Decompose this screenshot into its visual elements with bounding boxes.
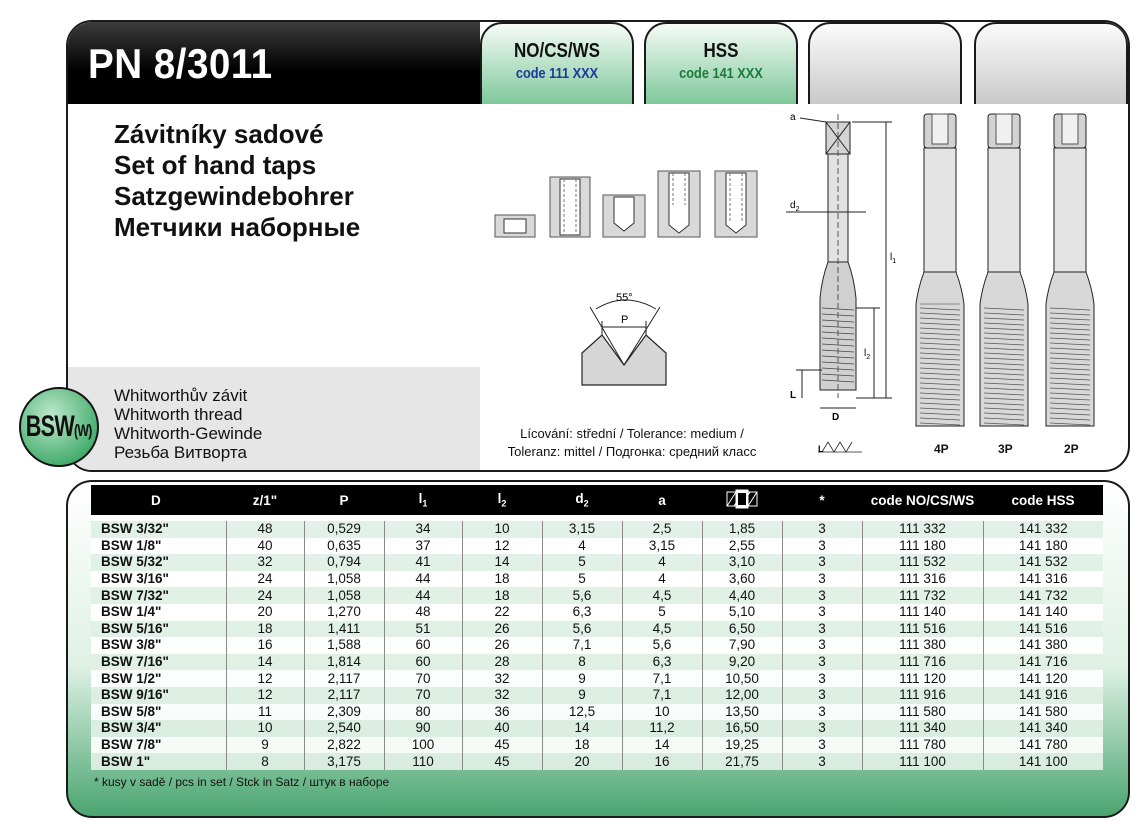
thread-name-en: Whitworth thread — [114, 405, 243, 424]
table-cell: 5 — [622, 604, 702, 621]
table-cell: 24 — [226, 587, 304, 604]
table-cell: 4,40 — [702, 587, 782, 604]
table-cell: 7,90 — [702, 637, 782, 654]
table-cell: BSW 7/16" — [91, 654, 226, 671]
table-cell: BSW 9/16" — [91, 687, 226, 704]
table-cell: 141 916 — [983, 687, 1103, 704]
table-cell: 3 — [782, 571, 862, 588]
table-row — [91, 720, 1103, 737]
table-cell: 18 — [462, 587, 542, 604]
hole-icon-3 — [603, 195, 645, 237]
col-header-code-hss: code HSS — [983, 485, 1103, 515]
table-cell: 2,55 — [702, 538, 782, 555]
tolerance-line-2: Toleranz: mittel / Подгонка: средний класс — [507, 444, 757, 459]
table-cell: 9 — [226, 737, 304, 754]
table-cell: 111 380 — [862, 637, 983, 654]
table-cell: 10,50 — [702, 670, 782, 687]
table-cell: 7,1 — [622, 670, 702, 687]
tab-empty-1 — [808, 22, 962, 104]
dim-label-L: L — [790, 390, 797, 401]
table-cell: 111 180 — [862, 538, 983, 555]
tolerance-note — [482, 425, 782, 461]
table-cell: 141 332 — [983, 521, 1103, 538]
tab-hss[interactable] — [644, 22, 798, 104]
table-cell: 111 916 — [862, 687, 983, 704]
table-cell: BSW 1" — [91, 753, 226, 770]
table-cell: 5,10 — [702, 604, 782, 621]
col-header-pcs: * — [782, 485, 862, 515]
table-cell: 111 580 — [862, 704, 983, 721]
table-row — [91, 571, 1103, 588]
thread-angle-label: 55° — [616, 292, 633, 304]
table-cell: 14 — [462, 554, 542, 571]
tap-dimension-drawing — [782, 108, 902, 463]
dim-label-D: D — [832, 412, 840, 423]
table-cell: 111 532 — [862, 554, 983, 571]
table-row — [91, 604, 1103, 621]
hole-icon-2 — [550, 177, 590, 237]
table-cell: 111 140 — [862, 604, 983, 621]
table-cell: 20 — [226, 604, 304, 621]
table-cell: 141 732 — [983, 587, 1103, 604]
table-cell: 32 — [226, 554, 304, 571]
table-cell: 10 — [622, 704, 702, 721]
table-cell: 3 — [782, 621, 862, 638]
table-cell: 141 140 — [983, 604, 1103, 621]
table-cell: 8 — [226, 753, 304, 770]
table-cell: 60 — [384, 654, 462, 671]
table-cell: 44 — [384, 587, 462, 604]
table-cell: 3,175 — [304, 753, 384, 770]
table-cell: 70 — [384, 670, 462, 687]
table-row — [91, 637, 1103, 654]
square-drive-icon — [722, 489, 762, 509]
dim-label-d2: $d_2$ — [790, 200, 800, 213]
table-cell: 16 — [622, 753, 702, 770]
table-cell: 18 — [226, 621, 304, 638]
table-cell: 141 580 — [983, 704, 1103, 721]
table-cell: 141 180 — [983, 538, 1103, 555]
table-cell: 26 — [462, 621, 542, 638]
title-bar — [68, 22, 480, 104]
table-cell: 3,15 — [622, 538, 702, 555]
col-header-a: a — [622, 485, 702, 515]
bsw-badge — [19, 387, 99, 467]
table-cell: 111 100 — [862, 753, 983, 770]
table-cell: 111 780 — [862, 737, 983, 754]
table-cell: 3 — [782, 604, 862, 621]
table-cell: 1,058 — [304, 571, 384, 588]
table-cell: BSW 7/8" — [91, 737, 226, 754]
table-cell: 45 — [462, 737, 542, 754]
product-names — [114, 119, 360, 243]
table-cell: 3 — [782, 687, 862, 704]
table-cell: 1,588 — [304, 637, 384, 654]
table-cell: 7,1 — [622, 687, 702, 704]
col-header-z: z/1" — [226, 485, 304, 515]
tap-label-2p: 2P — [1064, 442, 1079, 456]
thread-name-cz: Whitworthův závit — [114, 386, 248, 405]
product-name-de: Satzgewindebohrer — [114, 181, 354, 211]
table-cell: 4 — [622, 571, 702, 588]
table-cell: 14 — [542, 720, 622, 737]
table-cell: 18 — [542, 737, 622, 754]
table-cell: 5,6 — [622, 637, 702, 654]
table-cell: 21,75 — [702, 753, 782, 770]
table-cell: 12 — [226, 687, 304, 704]
tab-hss-code: code 141 XXX — [679, 65, 763, 82]
hole-icon-4 — [658, 171, 700, 237]
spec-table — [91, 485, 1103, 770]
thread-pitch-label: P — [621, 314, 629, 326]
table-cell: 5,6 — [542, 621, 622, 638]
table-cell: 48 — [384, 604, 462, 621]
table-row — [91, 654, 1103, 671]
table-cell: 40 — [226, 538, 304, 555]
table-cell: 11,2 — [622, 720, 702, 737]
table-cell: 14 — [622, 737, 702, 754]
table-cell: 9 — [542, 687, 622, 704]
dim-label-a: a — [790, 112, 796, 123]
table-cell: 9 — [542, 670, 622, 687]
table-cell: 141 380 — [983, 637, 1103, 654]
table-cell: BSW 1/4" — [91, 604, 226, 621]
table-row — [91, 737, 1103, 754]
table-cell: 3 — [782, 637, 862, 654]
table-cell: 12,00 — [702, 687, 782, 704]
spec-table-panel — [66, 480, 1130, 818]
table-cell: 36 — [462, 704, 542, 721]
table-cell: 16 — [226, 637, 304, 654]
table-cell: 32 — [462, 687, 542, 704]
table-cell: 11 — [226, 704, 304, 721]
table-cell: 2,822 — [304, 737, 384, 754]
table-row — [91, 704, 1103, 721]
dim-label-l1: $l_1$ — [890, 252, 897, 265]
table-cell: 22 — [462, 604, 542, 621]
tab-empty-2 — [974, 22, 1128, 104]
table-cell: 1,85 — [702, 521, 782, 538]
table-cell: 1,814 — [304, 654, 384, 671]
thread-name-ru: Резьба Витворта — [114, 443, 247, 462]
table-row — [91, 687, 1103, 704]
table-cell: 10 — [226, 720, 304, 737]
table-cell: 13,50 — [702, 704, 782, 721]
bsw-badge-text: BSW(W) — [26, 410, 92, 443]
table-row — [91, 670, 1103, 687]
table-cell: BSW 3/16" — [91, 571, 226, 588]
col-header-p: P — [304, 485, 384, 515]
col-header-l2: $l_2$ — [462, 485, 542, 515]
table-cell: 141 516 — [983, 621, 1103, 638]
table-cell: 3,10 — [702, 554, 782, 571]
table-cell: 3 — [782, 521, 862, 538]
table-row — [91, 554, 1103, 571]
table-cell: 14 — [226, 654, 304, 671]
col-header-l1: $l_1$ — [384, 485, 462, 515]
table-cell: 90 — [384, 720, 462, 737]
spec-table-wrap — [91, 485, 1103, 770]
table-cell: 2,5 — [622, 521, 702, 538]
table-cell: 6,3 — [622, 654, 702, 671]
table-cell: 2,117 — [304, 670, 384, 687]
table-cell: 1,058 — [304, 587, 384, 604]
tap-set-drawing — [910, 108, 1100, 428]
col-header-d: D — [91, 485, 226, 515]
table-cell: 3 — [782, 538, 862, 555]
table-cell: 34 — [384, 521, 462, 538]
table-cell: 2,117 — [304, 687, 384, 704]
table-cell: BSW 5/8" — [91, 704, 226, 721]
table-cell: 0,529 — [304, 521, 384, 538]
table-cell: 19,25 — [702, 737, 782, 754]
product-name-ru: Метчики наборные — [114, 212, 361, 242]
table-cell: 45 — [462, 753, 542, 770]
hole-type-icons — [490, 165, 765, 245]
table-cell: 141 532 — [983, 554, 1103, 571]
table-cell: 3 — [782, 704, 862, 721]
table-cell: 141 340 — [983, 720, 1103, 737]
table-cell: BSW 5/32" — [91, 554, 226, 571]
table-cell: 3 — [782, 737, 862, 754]
table-row — [91, 621, 1103, 638]
table-cell: 3,60 — [702, 571, 782, 588]
table-cell: 3 — [782, 720, 862, 737]
table-cell: 60 — [384, 637, 462, 654]
tab-no-cs-ws-label: NO/CS/WS — [514, 40, 600, 62]
table-row — [91, 538, 1103, 555]
table-cell: 40 — [462, 720, 542, 737]
table-cell: 141 120 — [983, 670, 1103, 687]
table-cell: 1,270 — [304, 604, 384, 621]
table-cell: 32 — [462, 670, 542, 687]
table-cell: 9,20 — [702, 654, 782, 671]
table-cell: 141 716 — [983, 654, 1103, 671]
tab-no-cs-ws[interactable] — [480, 22, 634, 104]
tab-no-cs-ws-code: code 111 XXX — [515, 65, 599, 82]
dim-label-L-bottom: L — [818, 444, 824, 454]
table-cell: 24 — [226, 571, 304, 588]
table-cell: 4 — [622, 554, 702, 571]
table-cell: 3 — [782, 587, 862, 604]
table-cell: 16,50 — [702, 720, 782, 737]
table-cell: 0,794 — [304, 554, 384, 571]
table-cell: 51 — [384, 621, 462, 638]
table-cell: 20 — [542, 753, 622, 770]
table-cell: 80 — [384, 704, 462, 721]
table-cell: 3 — [782, 753, 862, 770]
col-header-code-nocs: code NO/CS/WS — [862, 485, 983, 515]
table-cell: BSW 3/8" — [91, 637, 226, 654]
table-cell: 141 100 — [983, 753, 1103, 770]
table-cell: 5 — [542, 554, 622, 571]
table-cell: 26 — [462, 637, 542, 654]
table-cell: 18 — [462, 571, 542, 588]
dim-label-l2: $l_2$ — [864, 348, 871, 361]
table-cell: 4,5 — [622, 587, 702, 604]
hole-icon-1 — [495, 215, 535, 237]
table-cell: 7,1 — [542, 637, 622, 654]
table-cell: 28 — [462, 654, 542, 671]
col-header-square-icon — [702, 485, 782, 515]
table-cell: 2,540 — [304, 720, 384, 737]
table-cell: 0,635 — [304, 538, 384, 555]
table-cell: 37 — [384, 538, 462, 555]
table-cell: 6,3 — [542, 604, 622, 621]
table-cell: 70 — [384, 687, 462, 704]
table-cell: 100 — [384, 737, 462, 754]
thread-profile-diagram — [570, 285, 680, 390]
page-title: PN 8/3011 — [88, 40, 273, 87]
tolerance-line-1: Lícování: střední / Tolerance: medium / — [520, 426, 744, 441]
table-cell: 111 716 — [862, 654, 983, 671]
table-cell: 3,15 — [542, 521, 622, 538]
table-row — [91, 753, 1103, 770]
table-cell: 1,411 — [304, 621, 384, 638]
table-cell: BSW 5/16" — [91, 621, 226, 638]
table-cell: 6,50 — [702, 621, 782, 638]
table-cell: BSW 3/32" — [91, 521, 226, 538]
table-cell: 12 — [462, 538, 542, 555]
table-cell: 111 732 — [862, 587, 983, 604]
table-cell: BSW 3/4" — [91, 720, 226, 737]
table-cell: 12 — [226, 670, 304, 687]
table-cell: BSW 7/32" — [91, 587, 226, 604]
table-cell: 44 — [384, 571, 462, 588]
table-cell: 12,5 — [542, 704, 622, 721]
table-cell: BSW 1/2" — [91, 670, 226, 687]
product-name-en: Set of hand taps — [114, 150, 317, 180]
table-cell: 2,309 — [304, 704, 384, 721]
hole-icon-5 — [715, 171, 757, 237]
table-cell: 111 120 — [862, 670, 983, 687]
tap-label-4p: 4P — [934, 442, 949, 456]
thread-names — [114, 386, 262, 462]
table-header-row — [91, 485, 1103, 515]
thread-name-de: Whitworth-Gewinde — [114, 424, 263, 443]
table-cell: 5 — [542, 571, 622, 588]
table-cell: 4,5 — [622, 621, 702, 638]
table-row — [91, 521, 1103, 538]
table-cell: 110 — [384, 753, 462, 770]
product-name-cz: Závitníky sadové — [114, 119, 324, 149]
table-cell: 8 — [542, 654, 622, 671]
table-footnote: * kusy v sadě / pcs in set / Stck in Satz / штук в наборе — [94, 775, 390, 789]
table-cell: 41 — [384, 554, 462, 571]
tab-hss-label: HSS — [703, 40, 739, 62]
table-cell: 111 316 — [862, 571, 983, 588]
table-cell: 141 780 — [983, 737, 1103, 754]
table-row — [91, 587, 1103, 604]
table-body — [91, 515, 1103, 770]
table-cell: BSW 1/8" — [91, 538, 226, 555]
table-cell: 111 332 — [862, 521, 983, 538]
table-cell: 3 — [782, 554, 862, 571]
col-header-d2: $d_2$ — [542, 485, 622, 515]
table-cell: 3 — [782, 670, 862, 687]
table-cell: 10 — [462, 521, 542, 538]
table-cell: 141 316 — [983, 571, 1103, 588]
tap-label-3p: 3P — [998, 442, 1013, 456]
table-cell: 111 340 — [862, 720, 983, 737]
table-cell: 5,6 — [542, 587, 622, 604]
table-cell: 48 — [226, 521, 304, 538]
table-cell: 111 516 — [862, 621, 983, 638]
table-cell: 4 — [542, 538, 622, 555]
table-cell: 3 — [782, 654, 862, 671]
